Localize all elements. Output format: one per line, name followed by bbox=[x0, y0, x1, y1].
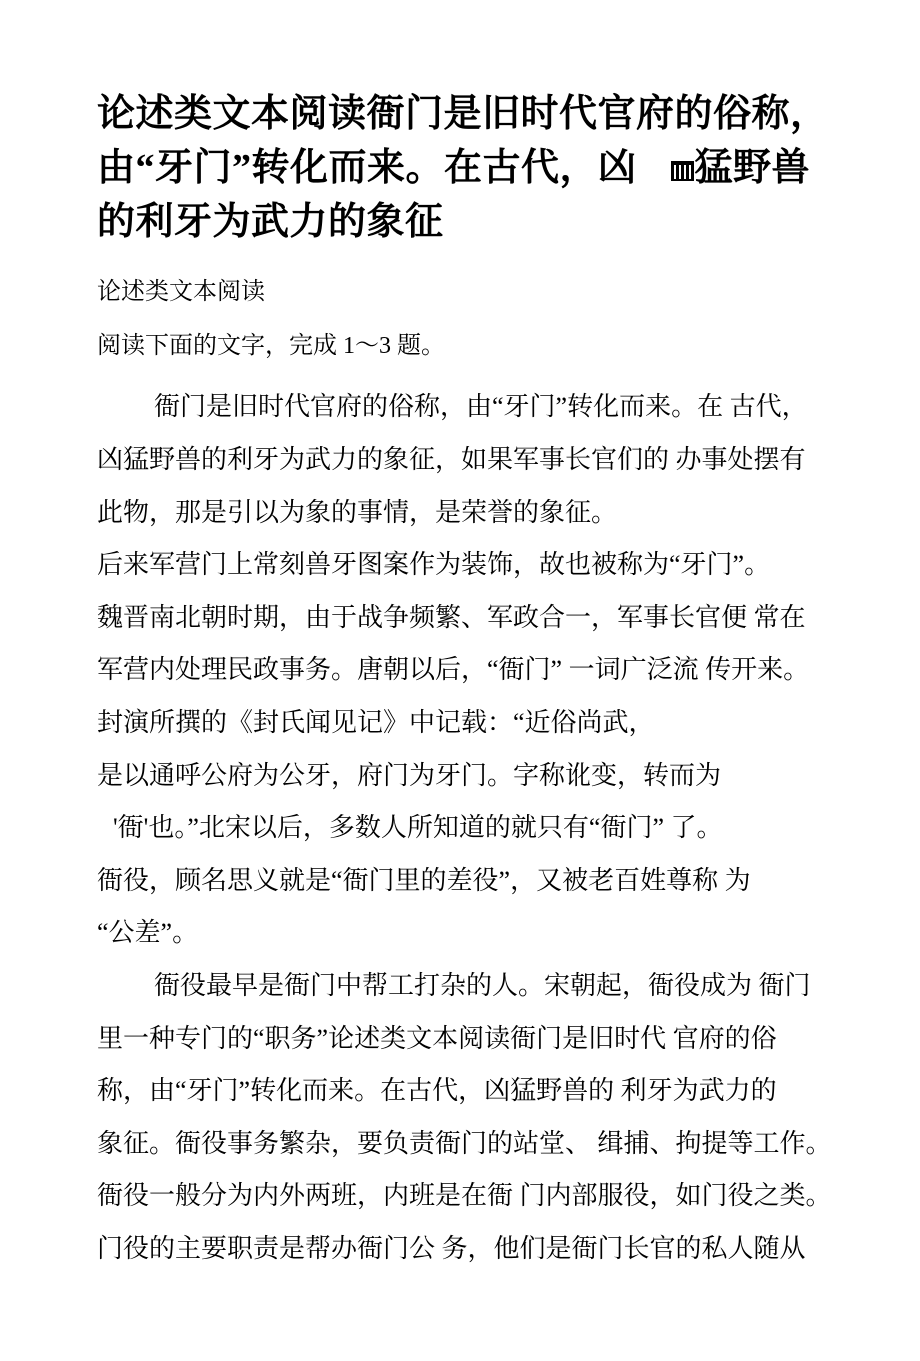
article-body bbox=[97, 381, 835, 1275]
text-line: 魏晋南北朝时期，由于战争频繁、军政合一，军事长官便 常在 bbox=[97, 602, 806, 632]
text-line: 军营内处理民政事务。唐朝以后，“衙门” 一词广泛流 传开来。 bbox=[97, 655, 810, 685]
text-line: 凶猛野兽的利牙为武力的象征，如果军事长官们的 办事处摆有 bbox=[97, 445, 806, 475]
title-line-2-text-pre: 由“牙门”转化而来。在古代，凶 bbox=[97, 147, 637, 190]
text-line: 封演所撰的《封氏闻见记》中记载：“近俗尚武， bbox=[97, 708, 655, 738]
text-line: 象征。衙役事务繁杂，要负责衙门的站堂、 缉捕、拘提等工作。 bbox=[97, 1128, 832, 1158]
text-line: 称，由“牙门”转化而来。在古代，凶猛野兽的 利牙为武力的 bbox=[97, 1076, 777, 1106]
text-line: 后来军营门上常刻兽牙图案作为装饰，故也被称为“牙门”。 bbox=[97, 550, 771, 580]
title-line-1: 论述类文本阅读衙门是旧时代官府的俗称， bbox=[97, 93, 829, 136]
title-line-2 bbox=[97, 141, 835, 195]
text-line: 里一种专门的“职务”论述类文本阅读衙门是旧时代 官府的俗 bbox=[97, 1023, 777, 1053]
text-line: 衙役一般分为内外两班，内班是在衙 门内部服役，如门役之类。 bbox=[97, 1181, 832, 1211]
text-line: 门役的主要职责是帮办衙门公 务，他们是衙门长官的私人随从 bbox=[97, 1233, 806, 1263]
text-line: 是以通呼公府为公牙，府门为牙门。字称讹变，转而为 bbox=[97, 760, 722, 790]
title-line-2-text-post: 猛野兽 bbox=[694, 147, 811, 190]
text-line: 衙门是旧时代官府的俗称，由“牙门”转化而来。在 古代， bbox=[154, 392, 808, 422]
section-subheading: 论述类文本阅读 bbox=[97, 279, 265, 306]
page-title bbox=[97, 87, 835, 249]
text-line: 衙役最早是衙门中帮工打杂的人。宋朝起，衙役成为 衙门 bbox=[154, 970, 811, 1000]
text-line: 此物，那是引以为象的事情，是荣誉的象征。 bbox=[97, 497, 618, 527]
reading-instruction: 阅读下面的文字，完成 1～3 题。 bbox=[97, 333, 445, 360]
missing-glyph-icon bbox=[671, 161, 694, 181]
text-line: “公差”。 bbox=[97, 918, 199, 948]
title-line-3: 的利牙为武力的象征 bbox=[97, 201, 444, 244]
text-line: '衙'也。”北宋以后，多数人所知道的就只有“衙门” 了。 bbox=[113, 813, 723, 843]
text-line: 衙役，顾名思义就是“衙门里的差役”，又被老百姓尊称 为 bbox=[97, 865, 751, 895]
